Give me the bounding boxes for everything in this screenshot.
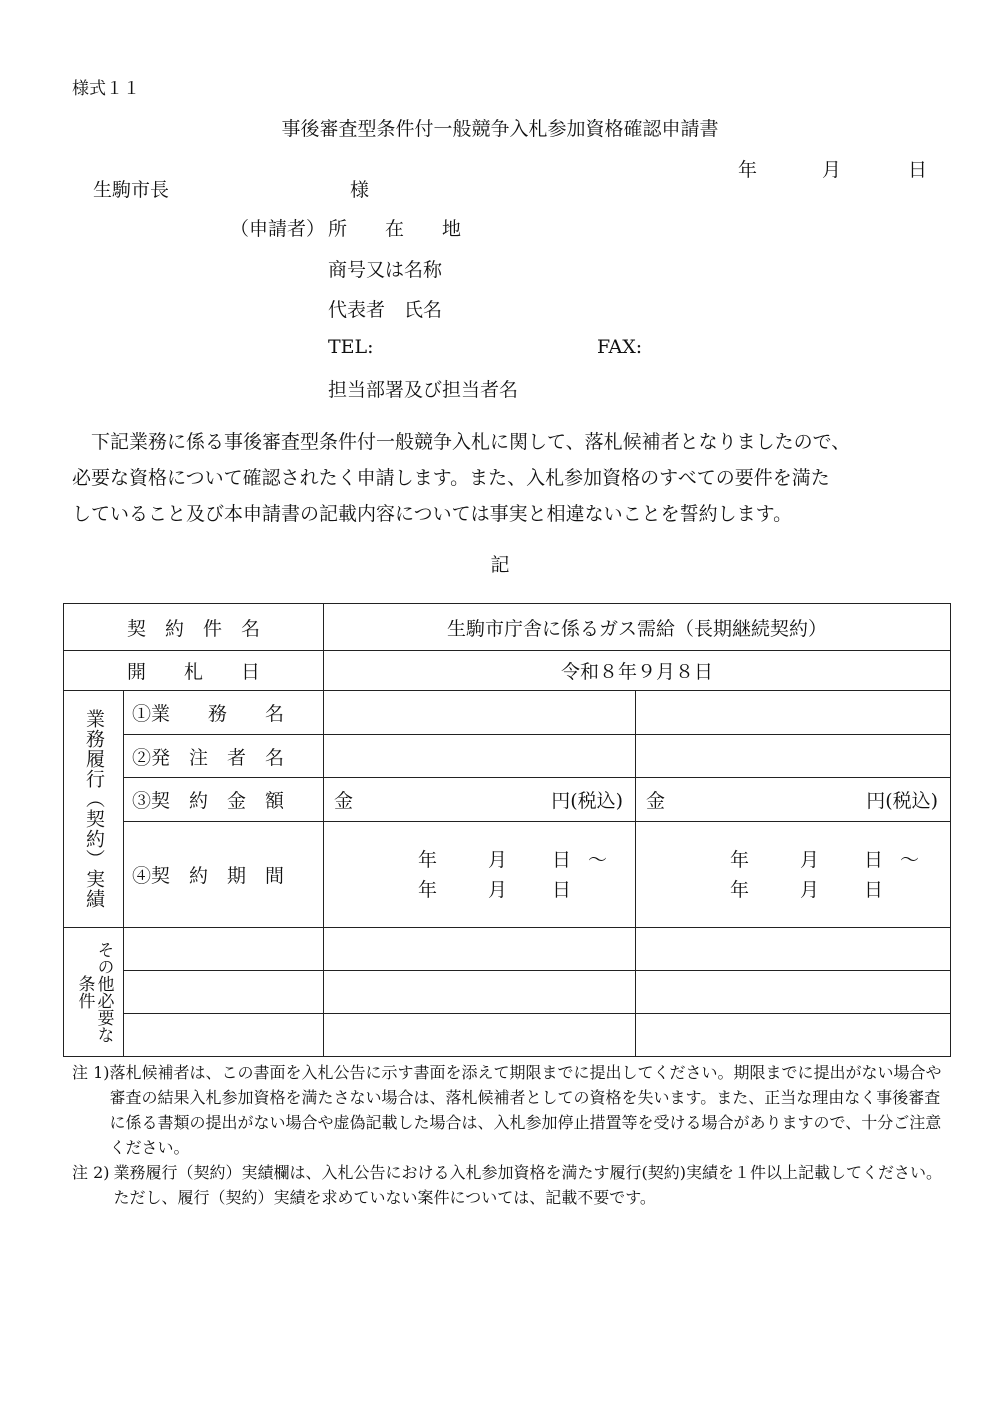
note-1 xyxy=(72,1060,942,1160)
other-condition-item[interactable] xyxy=(124,1014,324,1057)
date-year: 年 xyxy=(738,159,758,181)
period-end-line: 年 月 日 xyxy=(730,878,884,901)
other-conditions-label xyxy=(64,928,124,1057)
contract-amount-label: ③契 約 金 額 xyxy=(124,778,324,822)
note-2 xyxy=(72,1160,942,1210)
tilde: ～ xyxy=(588,848,608,871)
performance-section-label xyxy=(64,691,124,928)
document-title: 事後審査型条件付一般競争入札参加資格確認申請書 xyxy=(281,118,719,140)
form-number: 様式１１ xyxy=(72,79,140,99)
applicant-contact-label: 担当部署及び担当者名 xyxy=(328,379,519,401)
applicant-tel-label: TEL: xyxy=(328,336,374,358)
other-condition-entry-2[interactable] xyxy=(636,1014,951,1057)
contract-period-label: ④契 約 期 間 xyxy=(124,822,324,928)
tilde: ～ xyxy=(900,848,920,871)
contract-period-entry-2[interactable] xyxy=(636,822,951,928)
date-month: 月 xyxy=(822,159,842,181)
contract-amount-entry-1[interactable] xyxy=(324,778,636,822)
work-name-label: ①業 務 名 xyxy=(124,691,324,735)
client-name-label: ②発 注 者 名 xyxy=(124,735,324,778)
pledge-line: 下記業務に係る事後審査型条件付一般競争入札に関して、落札候補者となりましたので、 xyxy=(72,431,851,453)
opening-date-value: 令和８年９月８日 xyxy=(324,651,951,691)
pledge-line: 必要な資格について確認されたく申請します。また、入札参加資格のすべての要件を満た xyxy=(72,467,830,489)
contract-period-entry-1[interactable] xyxy=(324,822,636,928)
pledge-line: していること及び本申請書の記載内容については事実と相違ないことを誓約します。 xyxy=(72,503,793,525)
note-text: 落札候補者は、この書面を入札公告に示す書面を添えて期限までに提出してください。期限までに提出がない場合や審査の結果入札参加資格を満たさない場合は、落札候補者としての資格を失います。また、正当な理由なく事後審査に係る書類の提出がない場合や虚偽記載した場合は、入札参加停止措置等を受ける場合がありますので、十分ご注意ください。 xyxy=(109,1063,942,1157)
other-condition-entry-1[interactable] xyxy=(324,928,636,971)
date-day: 日 xyxy=(908,159,928,181)
applicant-representative-label: 代表者 氏名 xyxy=(328,299,443,321)
ki-heading: 記 xyxy=(490,554,510,576)
other-condition-entry-2[interactable] xyxy=(636,928,951,971)
client-name-entry-1[interactable] xyxy=(324,735,636,778)
opening-date-label: 開 札 日 xyxy=(64,651,324,691)
other-condition-entry-1[interactable] xyxy=(324,971,636,1014)
amount-suffix: 円(税込) xyxy=(866,790,939,812)
other-condition-item[interactable] xyxy=(124,928,324,971)
performance-label-text: 業務履行（契約）実績 xyxy=(83,709,105,909)
contract-name-label: 契 約 件 名 xyxy=(64,604,324,651)
note-label: 注 1) xyxy=(72,1063,110,1082)
period-end-line: 年 月 日 xyxy=(418,878,572,901)
applicant-company-label: 商号又は名称 xyxy=(328,259,443,281)
note-label: 注 2) xyxy=(72,1163,110,1182)
work-name-entry-1[interactable] xyxy=(324,691,636,735)
work-name-entry-2[interactable] xyxy=(636,691,951,735)
client-name-entry-2[interactable] xyxy=(636,735,951,778)
applicant-fax-label: FAX: xyxy=(597,336,643,358)
amount-prefix: 金 xyxy=(334,790,354,812)
pledge-paragraph xyxy=(72,424,942,532)
applicant-label: （申請者） xyxy=(230,218,326,240)
period-start-line: 年 月 日 ～ xyxy=(730,845,930,875)
contract-amount-entry-2[interactable] xyxy=(636,778,951,822)
other-condition-entry-1[interactable] xyxy=(324,1014,636,1057)
period-start-line: 年 月 日 ～ xyxy=(418,845,618,875)
notes xyxy=(72,1060,942,1210)
amount-prefix: 金 xyxy=(646,790,666,812)
application-table xyxy=(63,603,951,1057)
amount-suffix: 円(税込) xyxy=(551,790,624,812)
addressee-honorific: 様 xyxy=(350,179,370,201)
other-label-col2: 条件 xyxy=(74,975,95,1009)
applicant-address-label: 所 在 地 xyxy=(328,218,462,240)
addressee-name: 生駒市長 xyxy=(93,179,170,201)
note-text: 業務履行（契約）実績欄は、入札公告における入札参加資格を満たす履行(契約)実績を１件以上記載してください。ただし、履行（契約）実績を求めていない案件については、記載不要です。 xyxy=(113,1163,943,1207)
other-label-col1: その他必要な xyxy=(93,941,114,1043)
other-condition-item[interactable] xyxy=(124,971,324,1014)
contract-name-value: 生駒市庁舎に係るガス需給（長期継続契約） xyxy=(324,604,951,651)
other-condition-entry-2[interactable] xyxy=(636,971,951,1014)
